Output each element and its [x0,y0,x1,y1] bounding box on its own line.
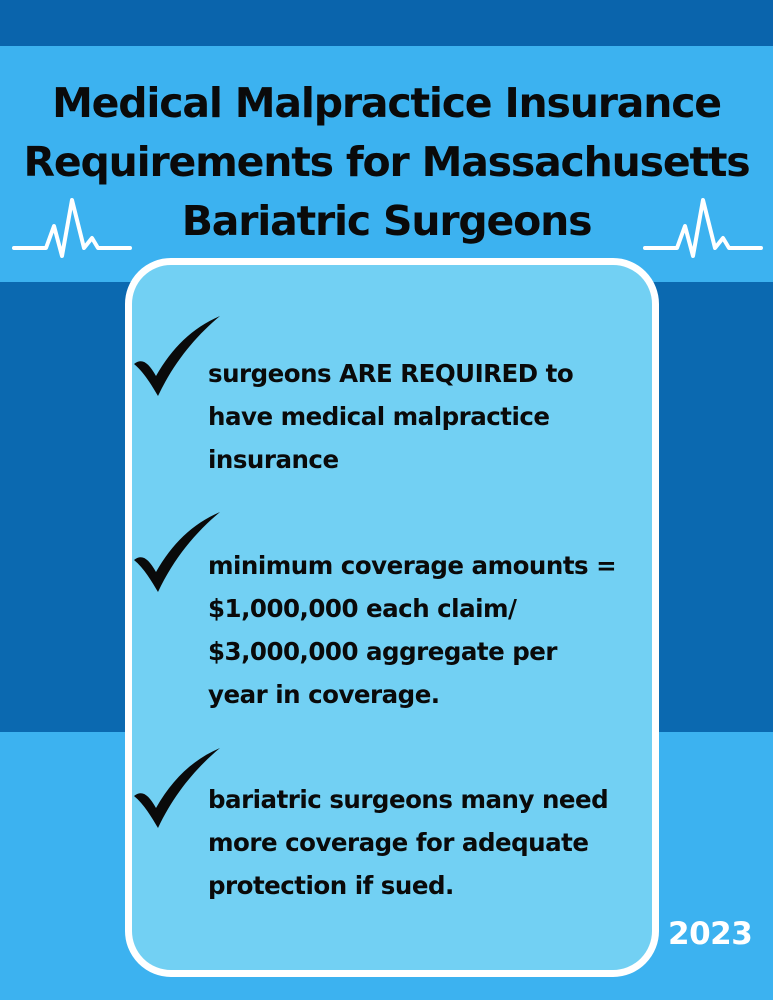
item-line: $3,000,000 aggregate per [208,637,557,666]
item-line: protection if sued. [208,871,454,900]
heartbeat-pulse-icon [12,186,132,266]
item-line: minimum coverage amounts = [208,551,617,580]
item-line: have medical malpractice [208,402,550,431]
top-band [0,0,773,46]
item-line: bariatric surgeons many need [208,785,609,814]
heartbeat-pulse-icon [643,186,763,266]
item-line: surgeons ARE REQUIRED to [208,359,574,388]
title-line-2: Requirements for Massachusetts [23,138,750,186]
item-line: year in coverage. [208,680,440,709]
item-line: $1,000,000 each claim/ [208,594,517,623]
title-line-3: Bariatric Surgeons [181,197,592,245]
title-line-1: Medical Malpractice Insurance [52,79,721,127]
item-line: more coverage for adequate [208,828,589,857]
year-label: 2023 [668,916,753,952]
item-line: insurance [208,445,339,474]
